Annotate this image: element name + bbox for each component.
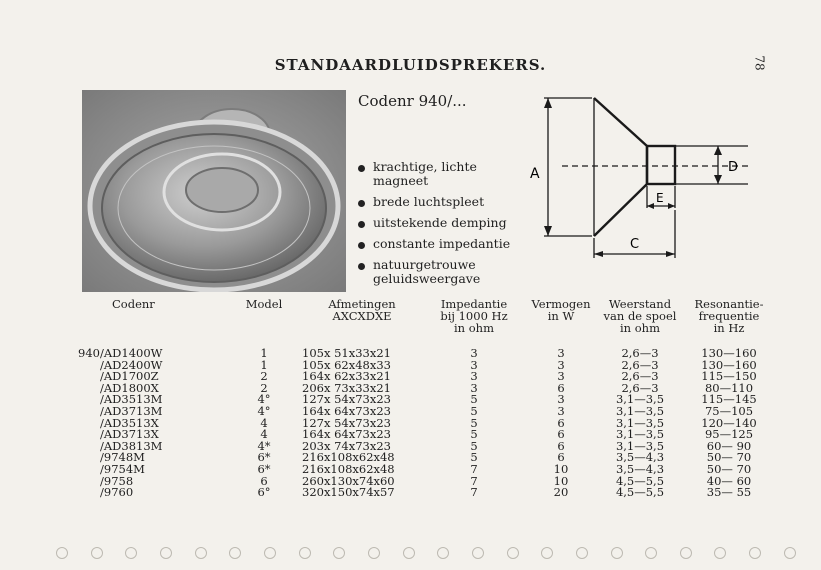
binder-hole <box>229 547 241 559</box>
cell-dimensions: 127x 54x73x23 <box>302 392 391 407</box>
cell-coil-resistance: 2,6—3 <box>621 380 659 395</box>
binder-hole <box>472 547 484 559</box>
cell-model: 4* <box>257 438 271 453</box>
cell-resonance: 60— 90 <box>706 438 752 453</box>
binder-hole <box>784 547 796 559</box>
cell-impedance: 3 <box>470 357 478 372</box>
binder-hole <box>507 547 519 559</box>
cell-dimensions: 260x130x74x60 <box>302 473 395 488</box>
cell-resonance: 40— 60 <box>706 473 752 488</box>
cell-impedance: 3 <box>470 380 478 395</box>
code-suffix: /9748M <box>100 450 145 465</box>
cell-dimensions: 216x108x62x48 <box>302 461 395 476</box>
header-power: Vermogen in W <box>531 297 591 323</box>
speaker-photo <box>82 90 346 292</box>
cell-power: 6 <box>557 438 565 453</box>
binder-hole <box>611 547 623 559</box>
cell-power: 6 <box>557 380 565 395</box>
cell-impedance: 5 <box>470 415 478 430</box>
binder-hole <box>264 547 276 559</box>
cell-model: 4° <box>257 392 271 407</box>
header-model: Model <box>245 297 283 311</box>
cell-resonance: 130—160 <box>701 346 757 360</box>
cell-resonance: 50— 70 <box>706 450 752 465</box>
cell-impedance: 5 <box>470 427 478 442</box>
table-row <box>72 371 774 383</box>
cell-dimensions: 105x 62x48x33 <box>302 357 391 372</box>
cell-impedance: 5 <box>470 450 478 465</box>
table-row <box>72 487 774 499</box>
binder-hole <box>714 547 726 559</box>
header-resonance: Resonantie- frequentie in Hz <box>694 297 764 335</box>
cell-resonance: 115—145 <box>701 392 757 407</box>
cell-power: 20 <box>553 485 569 500</box>
specifications-table <box>72 298 774 499</box>
cell-model: 4 <box>260 427 268 442</box>
code-suffix: /AD1700Z <box>100 369 159 384</box>
diagram-label-c: C <box>630 237 640 252</box>
cell-dimensions: 105x 51x33x21 <box>302 346 391 360</box>
cell-coil-resistance: 3,1—3,5 <box>615 427 665 442</box>
cell-power: 3 <box>557 403 565 418</box>
table-row <box>72 348 774 360</box>
table-row <box>72 464 774 476</box>
cell-model: 1 <box>260 357 268 372</box>
binder-hole <box>333 547 345 559</box>
binder-hole <box>368 547 380 559</box>
cell-resonance: 130—160 <box>701 357 757 372</box>
binder-hole <box>299 547 311 559</box>
binder-hole <box>749 547 761 559</box>
cell-power: 6 <box>557 427 565 442</box>
cell-impedance: 7 <box>470 473 478 488</box>
code-suffix: /AD3713X <box>100 427 159 442</box>
feature-item: krachtige, lichte magneet <box>358 160 518 188</box>
table-row <box>72 406 774 418</box>
cell-resonance: 115—150 <box>701 369 757 384</box>
cell-coil-resistance: 3,1—3,5 <box>615 415 665 430</box>
binder-hole <box>160 547 172 559</box>
table-row <box>72 360 774 372</box>
header-code: Codenr <box>112 297 155 311</box>
cell-coil-resistance: 3,1—3,5 <box>615 392 665 407</box>
table-header-row <box>72 298 774 348</box>
cell-power: 3 <box>557 346 565 360</box>
binder-hole <box>680 547 692 559</box>
cell-coil-resistance: 2,6—3 <box>621 346 659 360</box>
cell-model: 4 <box>260 415 268 430</box>
cell-coil-resistance: 3,5—4,3 <box>615 450 665 465</box>
page-title: STANDAARDLUIDSPREKERS. <box>274 56 547 74</box>
binder-hole <box>403 547 415 559</box>
cell-power: 3 <box>557 357 565 372</box>
cell-impedance: 3 <box>470 369 478 384</box>
cell-code <box>72 461 230 476</box>
feature-list <box>358 160 518 293</box>
cell-power: 10 <box>553 461 569 476</box>
binder-hole <box>645 547 657 559</box>
code-suffix: /9760 <box>100 485 134 500</box>
cell-coil-resistance: 2,6—3 <box>621 369 659 384</box>
table-row <box>72 476 774 488</box>
cell-dimensions: 164x 64x73x23 <box>302 403 391 418</box>
code-suffix: /AD3713M <box>100 403 163 418</box>
cell-model: 4° <box>257 403 271 418</box>
cell-code <box>72 438 230 453</box>
feature-item: constante impedantie <box>358 237 518 251</box>
cell-model: 6* <box>257 461 271 476</box>
cell-impedance: 5 <box>470 403 478 418</box>
code-suffix: /AD2400W <box>100 357 163 372</box>
code-suffix: /AD3513M <box>100 392 163 407</box>
cell-coil-resistance: 4,5—5,5 <box>615 485 665 500</box>
feature-item: uitstekende demping <box>358 216 518 230</box>
cell-power: 6 <box>557 450 565 465</box>
binder-hole <box>576 547 588 559</box>
cell-resonance: 50— 70 <box>706 461 752 476</box>
code-suffix: /AD3513X <box>100 415 159 430</box>
cell-dimensions: 127x 54x73x23 <box>302 415 391 430</box>
binder-hole <box>437 547 449 559</box>
cell-power: 10 <box>553 473 569 488</box>
cell-power: 3 <box>557 392 565 407</box>
header-dimensions: Afmetingen AXCXDXE <box>328 297 396 323</box>
cell-power: 3 <box>557 369 565 384</box>
page-number: 78 <box>752 55 767 71</box>
code-number-heading: Codenr 940/... <box>358 92 467 110</box>
cell-model: 2 <box>260 369 268 384</box>
cell-dimensions: 320x150x74x57 <box>302 485 395 500</box>
code-suffix: /AD1800X <box>100 380 159 395</box>
cell-code <box>72 473 230 488</box>
binder-hole <box>125 547 137 559</box>
code-suffix: /AD3813M <box>100 438 163 453</box>
table-row <box>72 418 774 430</box>
cell-resonance: 80—110 <box>704 380 754 395</box>
cell-dimensions: 164x 62x33x21 <box>302 369 391 384</box>
table-row <box>72 429 774 441</box>
cell-impedance: 5 <box>470 392 478 407</box>
cell-dimensions: 203x 74x73x23 <box>302 438 391 453</box>
cell-model: 1 <box>260 346 268 360</box>
cell-dimensions: 206x 73x33x21 <box>302 380 391 395</box>
cell-coil-resistance: 3,1—3,5 <box>615 403 665 418</box>
cell-coil-resistance: 4,5—5,5 <box>615 473 665 488</box>
cell-dimensions: 216x108x62x48 <box>302 450 395 465</box>
table-row <box>72 452 774 464</box>
binder-hole <box>56 547 68 559</box>
cell-resonance: 120—140 <box>701 415 757 430</box>
diagram-label-a: A <box>530 166 540 182</box>
binder-hole <box>541 547 553 559</box>
code-prefix: 940 <box>78 346 100 360</box>
cell-power: 6 <box>557 415 565 430</box>
cell-model: 6° <box>257 485 271 500</box>
cell-impedance: 7 <box>470 485 478 500</box>
cell-coil-resistance: 3,5—4,3 <box>615 461 665 476</box>
table-row <box>72 441 774 453</box>
cell-impedance: 3 <box>470 346 478 360</box>
code-suffix: /9754M <box>100 461 145 476</box>
cell-dimensions: 164x 64x73x23 <box>302 427 391 442</box>
cell-coil-resistance: 2,6—3 <box>621 357 659 372</box>
header-impedance: Impedantie bij 1000 Hz in ohm <box>440 297 508 335</box>
feature-item: natuurgetrouwe geluidsweergave <box>358 258 518 286</box>
table-row <box>72 383 774 395</box>
cell-resonance: 35— 55 <box>706 485 752 500</box>
binder-hole <box>91 547 103 559</box>
cell-resonance: 75—105 <box>704 403 754 418</box>
cell-resonance: 95—125 <box>704 427 754 442</box>
header-coil-resistance: Weerstand van de spoel in ohm <box>603 297 677 335</box>
cell-model: 2 <box>260 380 268 395</box>
cell-coil-resistance: 3,1—3,5 <box>615 438 665 453</box>
diagram-label-d: D <box>728 160 739 175</box>
binder-holes <box>56 547 796 561</box>
cell-impedance: 7 <box>470 461 478 476</box>
cell-model: 6 <box>260 473 268 488</box>
cell-impedance: 5 <box>470 438 478 453</box>
cell-code <box>72 452 230 464</box>
cell-model: 6* <box>257 450 271 465</box>
diagram-label-e: E <box>656 191 664 205</box>
dimension-diagram <box>520 86 750 266</box>
binder-hole <box>195 547 207 559</box>
code-suffix: /9758 <box>100 473 134 488</box>
table-row <box>72 394 774 406</box>
feature-item: brede luchtspleet <box>358 195 518 209</box>
cell-code <box>72 487 230 499</box>
code-suffix: /AD1400W <box>100 346 163 360</box>
